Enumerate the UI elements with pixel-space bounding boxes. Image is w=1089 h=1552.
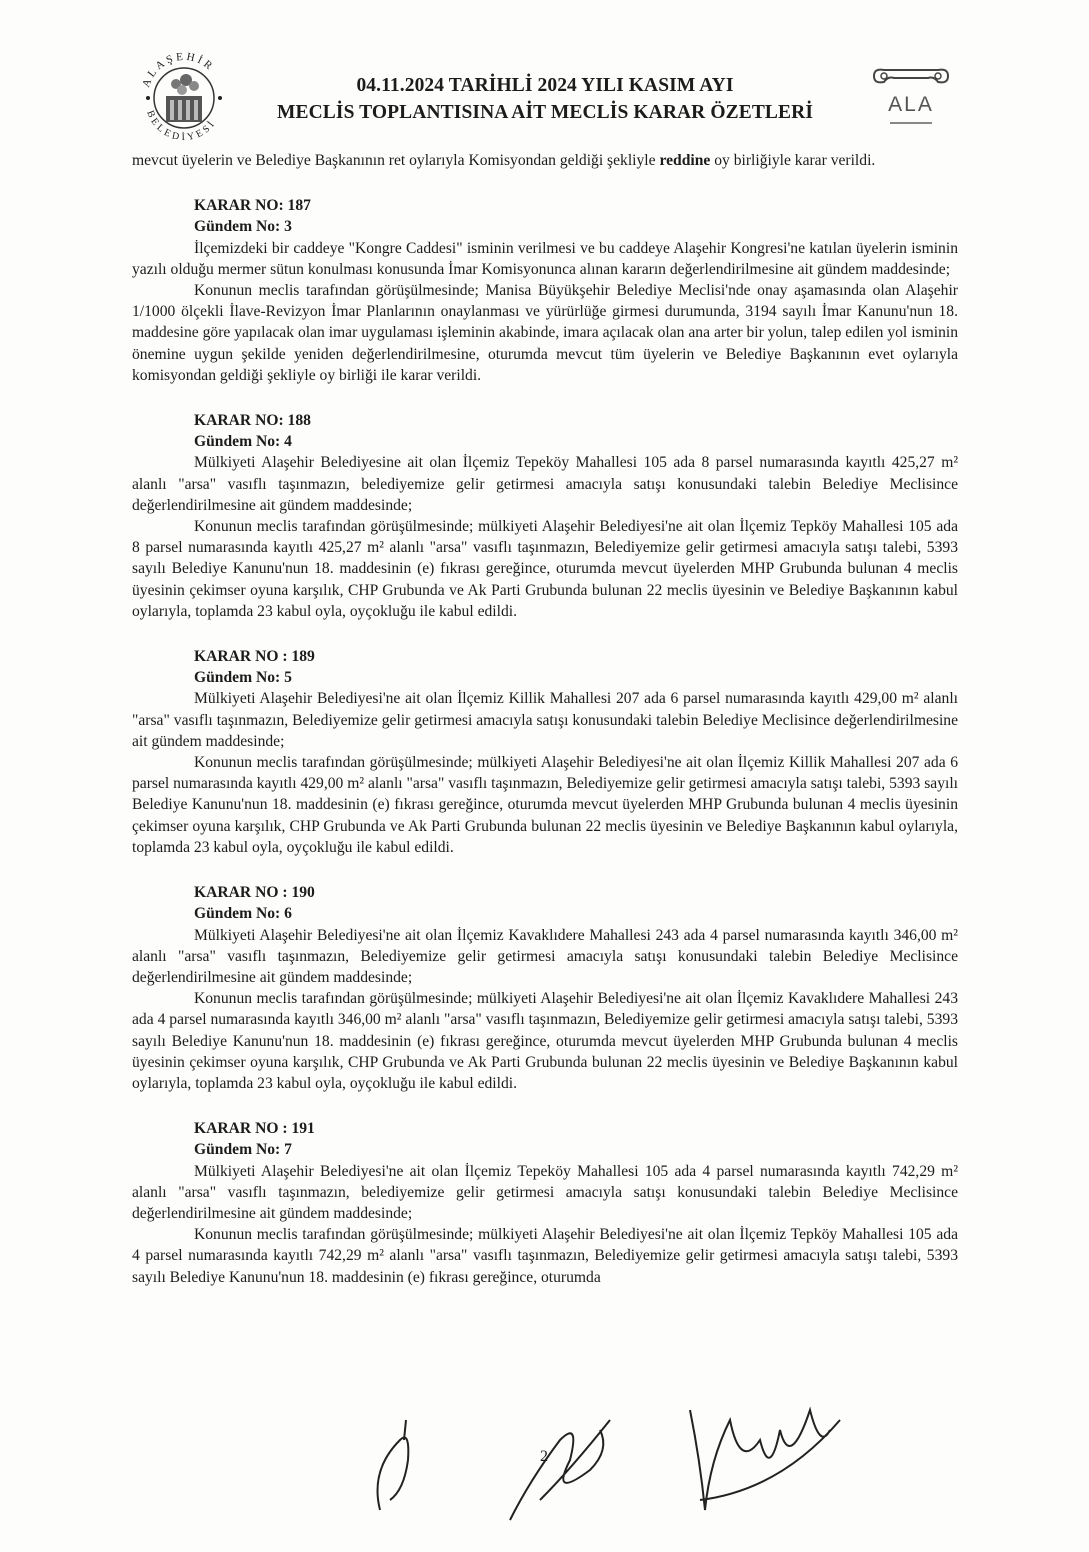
decision-number: KARAR NO : 191	[194, 1120, 315, 1138]
decision-187	[132, 195, 958, 386]
svg-text:ALAŞEHİR: ALAŞEHİR	[140, 50, 217, 90]
decision-subject: Mülkiyeti Alaşehir Belediyesi'ne ait olan İlçemiz Killik Mahallesi 207 ada 6 parsel numarasında kayıtlı 429,00 m² alanlı "arsa" vasıflı taşınmazın, Belediyemize gelir getirmesi amacıyla satışı konusundaki talebin Belediye Meclisince değerlendirilmesine ait gündem maddesinde;	[132, 690, 958, 750]
document-body	[132, 150, 958, 1288]
decision-subject: Mülkiyeti Alaşehir Belediyesi'ne ait olan İlçemiz Tepeköy Mahallesi 105 ada 4 parsel numarasında kayıtlı 742,29 m² alanlı "arsa" vasıflı taşınmazın, belediyemize gelir getirmesi amacıyla satışı konusundaki talebin Belediye Meclisince değerlendirilmesine ait gündem maddesinde;	[132, 1162, 958, 1222]
decision-number: KARAR NO : 189	[194, 648, 315, 666]
svg-text:ALA: ALA	[888, 93, 934, 116]
header-title-line2: MECLİS TOPLANTISINA AİT MECLİS KARAR ÖZETLERİ	[276, 102, 814, 123]
decision-189	[132, 646, 958, 858]
intro-text-end: oy birliğiyle karar verildi.	[710, 152, 876, 169]
decision-188	[132, 410, 958, 622]
decision-190	[132, 882, 958, 1094]
decision-number: KARAR NO: 188	[194, 412, 311, 430]
decision-result: Konunun meclis tarafından görüşülmesinde; mülkiyeti Alaşehir Belediyesi'ne ait olan İlçemiz Kavaklıdere Mahallesi 243 ada 4 parsel numarasında kayıtlı 346,00 m² alanlı "arsa" vasıflı taşınmazın, Belediyemize gelir getirmesi amacıyla satışı talebi, 5393 sayılı Belediye Kanunu'nun 18. maddesinin (e) fıkrası gereğince, oturumda mevcut üyelerden MHP Grubunda bulunan 4 meclis üyesinin çekimser oyuna karşılık, CHP Grubunda ve Ak Parti Grubunda bulunan 22 meclis üyesinin ve Belediye Başkanının kabul oylarıyla, toplamda 23 kabul oyla, oyçokluğu ile kabul edildi.	[132, 990, 958, 1092]
svg-text:BELEDİYESİ: BELEDİYESİ	[144, 108, 219, 144]
decision-191	[132, 1118, 958, 1288]
decision-result: Konunun meclis tarafından görüşülmesinde; mülkiyeti Alaşehir Belediyesi'ne ait olan İlçemiz Tepköy Mahallesi 105 ada 8 parsel numarasında kayıtlı 425,27 m² alanlı "arsa" vasıflı taşınmazın, Belediyemize gelir getirmesi amacıyla satışı talebi, 5393 sayılı Belediye Kanunu'nun 18. maddesinin (e) fıkrası gereğince, oturumda mevcut üyelerden MHP Grubunda bulunan 4 meclis üyesinin çekimser oyuna karşılık, CHP Grubunda ve Ak Parti Grubunda bulunan 22 meclis üyesinin ve Belediye Başkanının kabul oylarıyla, toplamda 23 kabul oyla, oyçokluğu ile kabul edildi.	[132, 518, 958, 620]
intro-text: mevcut üyelerin ve Belediye Başkanının ret oylarıyla Komisyondan geldiği şekliyle	[132, 152, 660, 169]
document-header	[200, 72, 890, 126]
agenda-number: Gündem No: 4	[194, 433, 292, 451]
header-title-line1: 04.11.2024 TARİHLİ 2024 YILI KASIM AYI	[356, 75, 734, 96]
decision-result: Konunun meclis tarafından görüşülmesinde; mülkiyeti Alaşehir Belediyesi'ne ait olan İlçemiz Killik Mahallesi 207 ada 6 parsel numarasında kayıtlı 429,00 m² alanlı "arsa" vasıflı taşınmazın, Belediyemize gelir getirmesi amacıyla satışı talebi, 5393 sayılı Belediye Kanunu'nun 18. maddesinin (e) fıkrası gereğince, oturumda mevcut üyelerden MHP Grubunda bulunan 4 meclis üyesinin çekimser oyuna karşılık, CHP Grubunda ve Ak Parti Grubunda bulunan 22 meclis üyesinin ve Belediye Başkanının kabul oylarıyla, toplamda 23 kabul oyla, oyçokluğu ile kabul edildi.	[132, 754, 958, 856]
decision-number: KARAR NO: 187	[194, 197, 311, 215]
agenda-number: Gündem No: 5	[194, 669, 292, 687]
decision-subject: İlçemizdeki bir caddeye "Kongre Caddesi" isminin verilmesi ve bu caddeye Alaşehir Kongresi'ne katılan üyelerin isminin yazılı olduğu mermer sütun konulması konusunda İmar Komisyonunca alınan kararın değerlendirilmesine ait gündem maddesinde;	[132, 239, 958, 278]
decision-number: KARAR NO : 190	[194, 884, 315, 902]
decision-result: Konunun meclis tarafından görüşülmesinde; mülkiyeti Alaşehir Belediyesi'ne ait olan İlçemiz Tepköy Mahallesi 105 ada 4 parsel numarasında kayıtlı 742,29 m² alanlı "arsa" vasıflı taşınmazın, Belediyemize gelir getirmesi amacıyla satışı talebi, 5393 sayılı Belediye Kanunu'nun 18. maddesinin (e) fıkrası gereğince, oturumda	[132, 1226, 958, 1286]
decision-subject: Mülkiyeti Alaşehir Belediyesine ait olan İlçemiz Tepeköy Mahallesi 105 ada 8 parsel numarasında kayıtlı 425,27 m² alanlı "arsa" vasıflı taşınmazın, belediyemize gelir getirmesi amacıyla satışı konusundaki talebin Belediye Meclisince değerlendirilmesine ait gündem maddesinde;	[132, 454, 958, 514]
agenda-number: Gündem No: 6	[194, 905, 292, 923]
agenda-number: Gündem No: 7	[194, 1141, 292, 1159]
agenda-number: Gündem No: 3	[194, 218, 292, 236]
intro-bold-word: reddine	[659, 152, 711, 169]
page-number: 2	[540, 1448, 548, 1465]
intro-paragraph	[132, 150, 958, 171]
signatures-image	[360, 1400, 960, 1530]
decision-result: Konunun meclis tarafından görüşülmesinde; Manisa Büyükşehir Belediye Meclisi'nde onay aşamasında olan Alaşehir 1/1000 ölçekli İlave-Revizyon İmar Planlarının onaylanması ve yürürlüğe girmesi durumunda, 3194 sayılı İmar Kanunu'nun 18. maddesine göre yapılacak olan imar uygulaması işleminin akabinde, imara açılacak olan ana arter bir yolun, talep edilen yol isminin önemine uygun şekilde yeniden değerlendirilmesine, oturumda mevcut tüm üyelerin ve Belediye Başkanının evet oylarıyla komisyondan geldiği şekliyle oy birliği ile karar verildi.	[132, 282, 958, 384]
decision-subject: Mülkiyeti Alaşehir Belediyesi'ne ait olan İlçemiz Kavaklıdere Mahallesi 243 ada 4 parsel numarasında kayıtlı 346,00 m² alanlı "arsa" vasıflı taşınmazın, Belediyemize gelir getirmesi amacıyla satışı konusundaki talebin Belediye Meclisince değerlendirilmesine ait gündem maddesinde;	[132, 926, 958, 986]
